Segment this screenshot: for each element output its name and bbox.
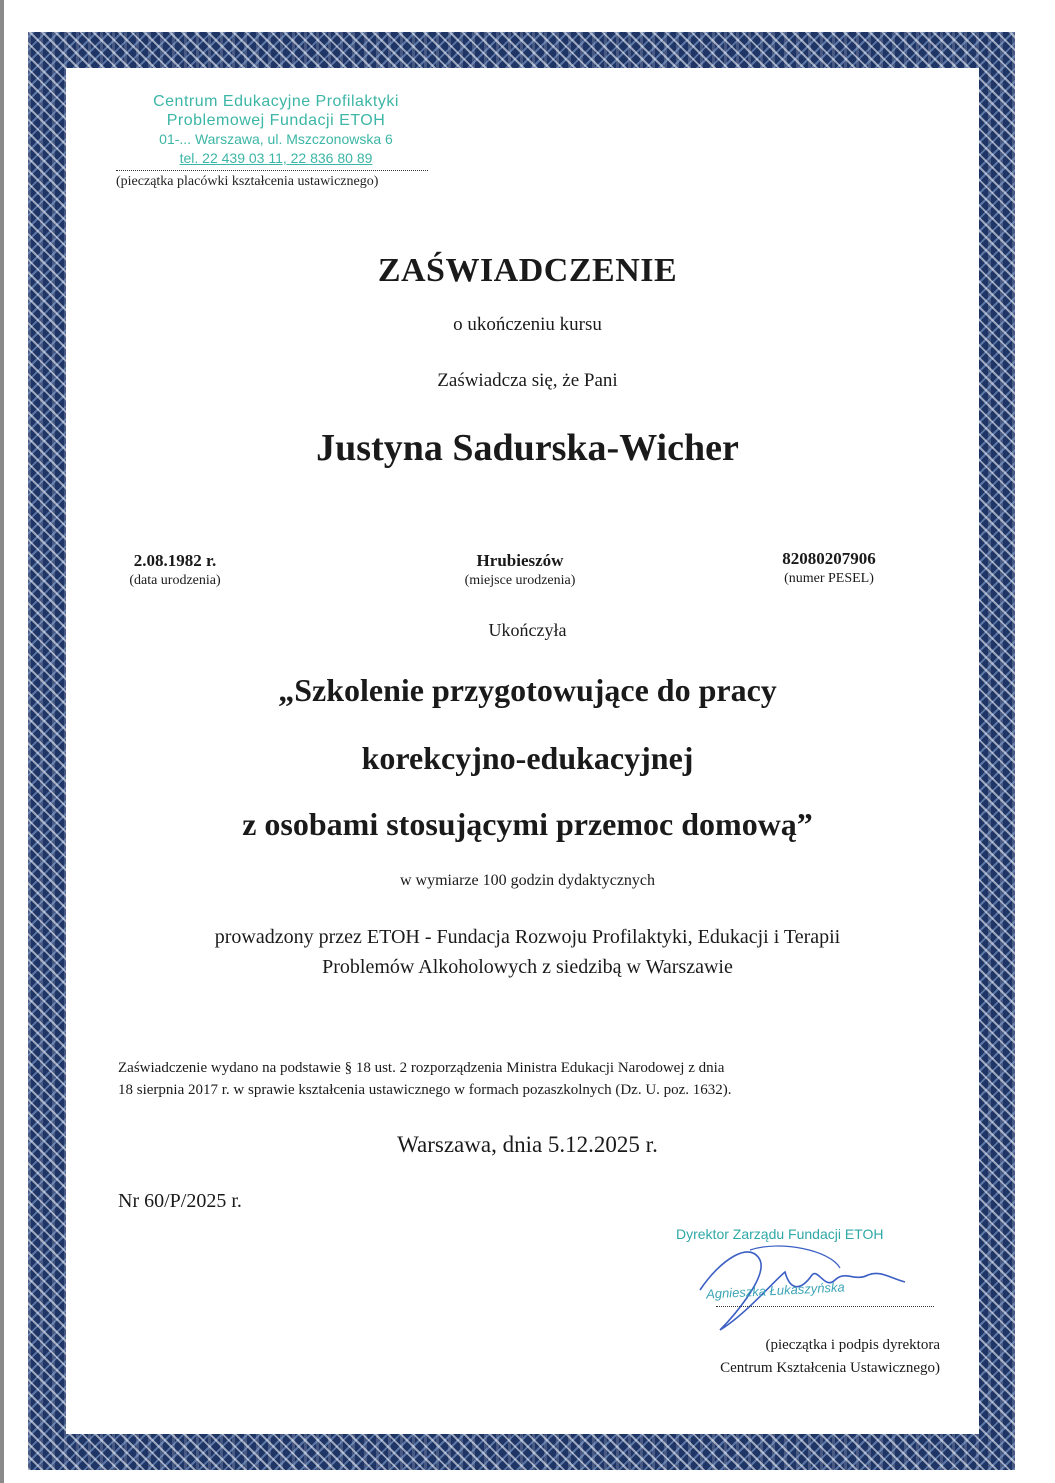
- course-title-line: „Szkolenie przygotowujące do pracy: [278, 672, 777, 708]
- signature-dotted-line: [716, 1306, 934, 1307]
- birth-place-caption: (miejsce urodzenia): [464, 573, 576, 588]
- birth-date-caption: (data urodzenia): [129, 573, 221, 588]
- legal-basis: [118, 1057, 948, 1101]
- stamp-dotted-line: [116, 170, 428, 171]
- stamp-caption: (pieczątka placówki kształcenia ustawicznego): [116, 174, 379, 189]
- course-title-line: korekcyjno-edukacyjnej: [361, 740, 694, 776]
- course-title-line: z osobami stosującymi przemoc domową”: [242, 806, 813, 842]
- legal-line: 18 sierpnia 2017 r. w sprawie kształcenia ustawicznego w formach pozaszkolnych (Dz. U. poz. 1632).: [118, 1082, 732, 1098]
- stamp-line: tel. 22 439 03 11, 22 836 80 89: [179, 150, 373, 166]
- pesel-value: 82080207906: [782, 549, 876, 568]
- stamp-line: Problemowej Fundacji ETOH: [166, 112, 386, 129]
- certificate-number: Nr 60/P/2025 r.: [118, 1190, 242, 1212]
- pesel-caption: (numer PESEL): [784, 571, 874, 586]
- legal-line: Zaświadczenie wydano na podstawie § 18 ust. 2 rozporządzenia Ministra Edukacji Narodowej z dnia: [118, 1060, 725, 1076]
- document-title: ZAŚWIADCZENIE: [377, 252, 678, 289]
- institution-stamp-block: [116, 92, 476, 190]
- provider-line: prowadzony przez ETOH - Fundacja Rozwoju Profilaktyki, Edukacji i Terapii: [214, 926, 841, 948]
- birth-date-field: [100, 551, 250, 589]
- stamp-line: 01-... Warszawa, ul. Mszczonowska 6: [159, 131, 393, 147]
- signature-caption-line: (pieczątka i podpis dyrektora: [765, 1337, 940, 1353]
- signature-caption: [640, 1334, 940, 1380]
- stamp-line: Centrum Edukacyjne Profilaktyki: [153, 93, 399, 110]
- pesel-field: [744, 549, 914, 587]
- director-stamp-title: Dyrektor Zarządu Fundacji ETOH: [676, 1226, 884, 1242]
- course-provider: [0, 922, 1055, 982]
- provider-line: Problemów Alkoholowych z siedzibą w Warszawie: [322, 956, 733, 978]
- signature-caption-line: Centrum Kształcenia Ustawicznego): [720, 1360, 940, 1376]
- course-hours: w wymiarze 100 godzin dydaktycznych: [399, 872, 656, 889]
- document-subtitle: o ukończeniu kursu: [453, 314, 602, 335]
- place-and-date: Warszawa, dnia 5.12.2025 r.: [397, 1132, 658, 1157]
- completed-label: Ukończyła: [488, 620, 567, 640]
- director-stamp-name: Agnieszka Łukaszyńska: [705, 1279, 846, 1302]
- person-name: Justyna Sadurska-Wicher: [316, 427, 739, 469]
- birth-date-value: 2.08.1982 r.: [133, 551, 217, 570]
- birth-place-value: Hrubieszów: [476, 551, 564, 570]
- intro-text: Zaświadcza się, że Pani: [437, 370, 618, 391]
- institution-stamp: [116, 92, 436, 168]
- birth-place-field: [420, 551, 620, 589]
